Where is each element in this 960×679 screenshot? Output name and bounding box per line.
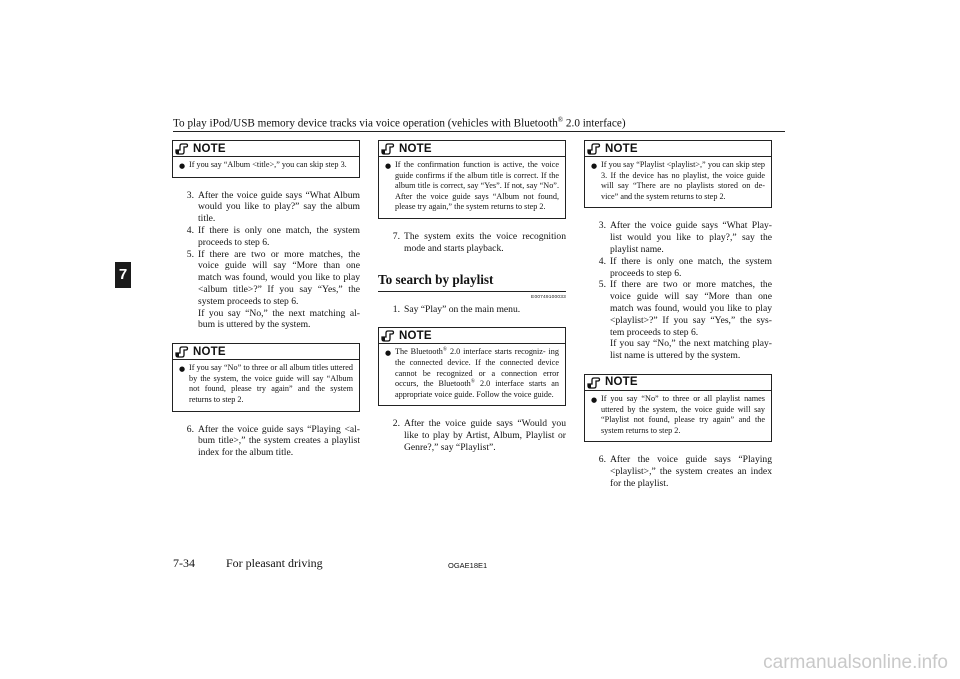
step-text: If there are two or more matches, the voice guide will say “More than one match was found, would you like to play <playlist>?” If you say “Yes,” the sys- tem proceeds to step 6. <box>610 279 772 338</box>
step-number: 3. <box>186 189 194 201</box>
bullet-icon: ● <box>591 395 598 404</box>
note-text-part: The Bluetooth <box>395 347 443 357</box>
note-box <box>584 140 772 208</box>
note-item <box>585 391 771 441</box>
registered-mark: ® <box>470 378 475 385</box>
note-title: NOTE <box>605 142 638 155</box>
step-number <box>584 338 610 362</box>
note-header <box>379 328 565 344</box>
note-item <box>173 157 359 177</box>
step-number: 5. <box>598 279 606 291</box>
step-item <box>172 190 360 225</box>
step-text: After the voice guide says “What Album would you like to play?” say the album title. <box>198 189 360 225</box>
step-text: After the voice guide says “Playing <playlist>,” the system creates an index for the playlist. <box>610 454 772 489</box>
step-text: After the voice guide says “What Play- list would you like to play?,” say the playlist name. <box>610 220 772 255</box>
note-hand-icon <box>380 141 395 156</box>
bullet-icon: ● <box>179 162 186 170</box>
step-number: 2. <box>392 418 400 430</box>
note-box <box>378 140 566 219</box>
section-heading <box>378 271 566 292</box>
note-header <box>585 375 771 391</box>
note-text: If the confirmation function is active, the voice guide confirms if the album title is correct. If the album title is correct, say “Yes”. If not, say “No”. After the voice guide says “Album not found, please try again,” the system returns to step 2. <box>395 160 559 212</box>
note-hand-icon <box>174 344 189 359</box>
note-text-part: 2.0 interface starts recogniz- ing the connected device. If the connected device cannot be recognized or a connection error occurs, the Bluetooth <box>395 347 559 389</box>
note-text <box>395 347 559 400</box>
page-header <box>173 116 783 130</box>
step-item <box>378 231 566 255</box>
note-hand-icon <box>586 141 601 156</box>
note-item <box>379 157 565 218</box>
step-number: 7. <box>392 230 400 242</box>
step-item <box>584 279 772 338</box>
section-title: To search by playlist <box>378 271 494 287</box>
step-number: 4. <box>186 224 194 236</box>
chapter-tab: 7 <box>115 262 131 288</box>
note-item <box>173 360 359 410</box>
step-item <box>378 418 566 453</box>
note-box <box>172 343 360 411</box>
note-box <box>584 374 772 442</box>
document-code: OGAE18E1 <box>448 561 488 570</box>
note-box <box>172 140 360 178</box>
note-title: NOTE <box>399 142 432 155</box>
step-item <box>584 256 772 280</box>
step-list <box>378 418 566 453</box>
step-list <box>584 220 772 362</box>
header-title-tail: 2.0 interface) <box>563 117 626 130</box>
note-title: NOTE <box>605 376 638 389</box>
watermark: carmanualsonline.info <box>763 652 948 673</box>
step-text: If you say “No,” the next matching play- list name is uttered by the system. <box>610 338 772 362</box>
bullet-icon: ● <box>385 162 392 170</box>
step-item <box>584 220 772 255</box>
note-text: If you say “No” to three or all playlist names uttered by the system, the voice guide will say “Playlist not found, please try again” and the system returns to step 2. <box>601 393 765 435</box>
note-title: NOTE <box>399 329 432 342</box>
note-header <box>379 141 565 157</box>
note-header <box>173 344 359 360</box>
note-box <box>378 327 566 406</box>
step-number: 3. <box>598 220 606 232</box>
step-number: 6. <box>186 423 194 435</box>
note-title: NOTE <box>193 345 226 358</box>
bullet-icon: ● <box>179 365 186 374</box>
step-list <box>378 231 566 255</box>
step-item <box>584 454 772 489</box>
step-item <box>172 249 360 308</box>
step-number <box>172 308 198 332</box>
registered-mark: ® <box>557 116 564 124</box>
header-rule <box>173 131 785 132</box>
note-hand-icon <box>174 141 189 156</box>
section-code: E00749100033 <box>531 294 566 300</box>
step-list <box>584 454 772 489</box>
step-list <box>172 424 360 459</box>
step-number: 1. <box>392 303 400 315</box>
step-item <box>172 225 360 249</box>
step-text: After the voice guide says “Playing <al- bum title>,” the system creates a playlist index for the album title. <box>198 423 360 459</box>
step-list <box>378 304 566 316</box>
registered-mark: ® <box>442 346 448 353</box>
step-text: If there is only one match, the system proceeds to step 6. <box>198 224 360 248</box>
note-header <box>585 141 771 157</box>
step-number: 5. <box>186 248 194 260</box>
note-item <box>585 157 771 207</box>
note-title: NOTE <box>193 142 226 155</box>
step-item <box>584 338 772 362</box>
bullet-icon: ● <box>591 162 598 170</box>
note-header <box>173 141 359 157</box>
note-text-part: 2.0 interface starts an appropriate voice guide. Follow the voice guide. <box>395 379 559 399</box>
header-title: To play iPod/USB memory device tracks via voice operation (vehicles with Bluetooth <box>173 117 558 130</box>
step-item <box>172 424 360 459</box>
bullet-icon: ● <box>385 349 392 358</box>
note-hand-icon <box>586 375 601 390</box>
note-text: If you say “No” to three or all album titles uttered by the system, the voice guide will say “Album not found, please try again” and the system returns to step 2. <box>189 363 353 404</box>
note-text: If you say “Album <title>,” you can skip step 3. <box>189 160 347 169</box>
step-item <box>378 304 566 316</box>
note-item <box>379 344 565 405</box>
step-number: 4. <box>598 255 606 267</box>
step-text: After the voice guide says “Would you like to play by Artist, Album, Playlist or Genre?,” say “Playlist”. <box>404 418 566 453</box>
step-number: 6. <box>598 454 606 466</box>
step-text: If you say “No,” the next matching al- bum is uttered by the system. <box>198 307 360 331</box>
page-number: 7-34 <box>173 556 195 570</box>
note-text: If you say “Playlist <playlist>,” you can skip step 3. If the device has no playlist, the voice guide will say “There are no playlists stored on de- vice” and the system returns to step 2. <box>601 160 765 201</box>
column-right <box>584 140 772 502</box>
column-left <box>172 140 360 471</box>
note-hand-icon <box>380 328 395 343</box>
column-middle <box>378 140 566 466</box>
step-item <box>172 308 360 332</box>
step-list <box>172 190 360 332</box>
chapter-title: For pleasant driving <box>226 556 323 570</box>
step-text: If there is only one match, the system proceeds to step 6. <box>610 255 772 279</box>
step-text: Say “Play” on the main menu. <box>404 303 521 315</box>
step-text: If there are two or more matches, the voice guide will say “More than one match was found, would you like to play <album title>?” If you say “Yes,” the system proceeds to step 6. <box>198 248 360 307</box>
step-text: The system exits the voice recognition mode and starts playback. <box>404 230 566 254</box>
